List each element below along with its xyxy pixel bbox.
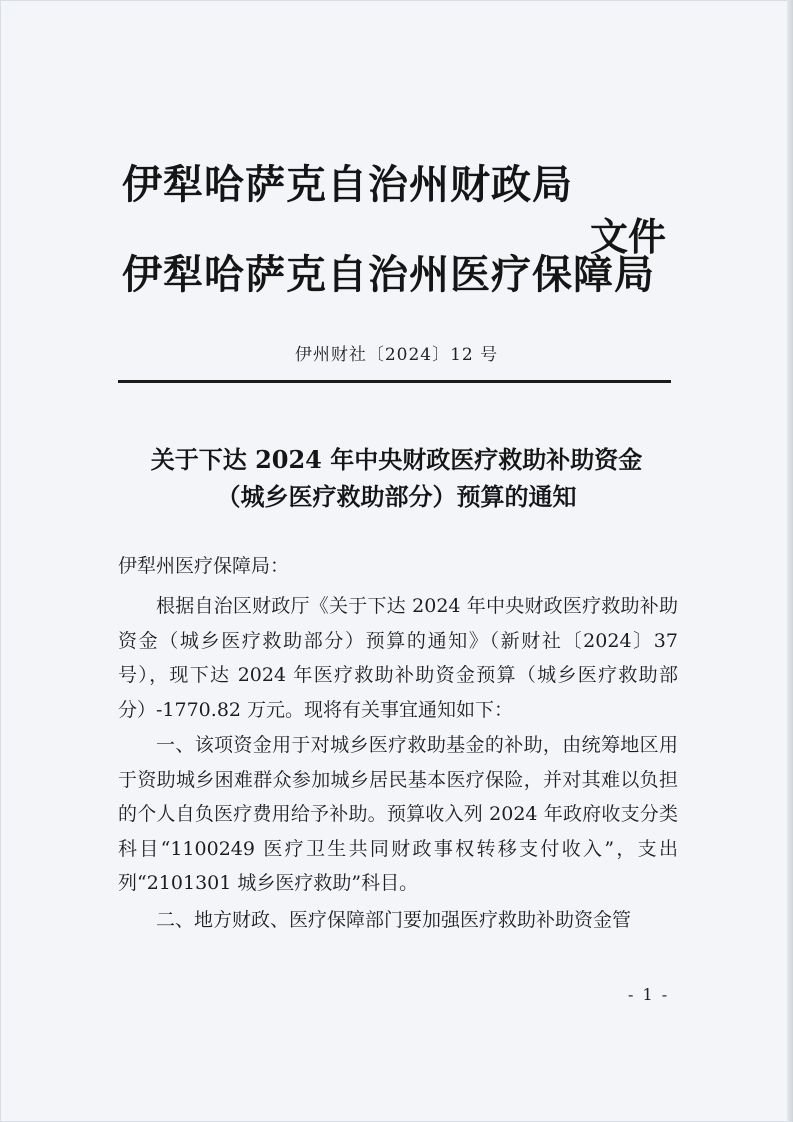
issuing-org-medical-security: 伊犁哈萨克自治州医疗保障局 [122,251,655,298]
header-divider [118,380,671,383]
document-title-line-2: （城乡医疗救助部分）预算的通知 [216,482,577,511]
body-paragraph-2: 一、该项资金用于对城乡医疗救助基金的补助，由统筹地区用于资助城乡困难群众参加城乡居民基本医疗保险，并对其难以负担的个人自负医疗费用给予补助。预算收入列 2024 年政府收支分类科目“1100249 医疗卫生共同财政事权转移支付收入”，支出列“2101301 城乡医疗救助”科目。 [118,734,678,895]
body-paragraph-3: 二、地方财政、医疗保障部门要加强医疗救助补助资金管 [156,909,632,931]
issuing-org-finance: 伊犁哈萨克自治州财政局 [122,161,573,208]
page-number: - 1 - [628,985,670,1004]
salutation: 伊犁州医疗保障局： [118,555,290,577]
document-number: 伊州财社〔2024〕12 号 [294,345,499,365]
body-paragraph-1: 根据自治区财政厅《关于下达 2024 年中央财政医疗救助补助资金（城乡医疗救助部分）预算的通知》（新财社〔2024〕37 号），现下达 2024 年医疗救助补助资金预算（城乡医疗救助部分）-1770.82 万元。现将有关事宜通知如下： [118,595,678,721]
document-label: 文件 [590,214,667,259]
scan-edge [787,0,793,1122]
document-title-line-1: 关于下达 2024 年中央财政医疗救助补助资金 [150,445,643,474]
